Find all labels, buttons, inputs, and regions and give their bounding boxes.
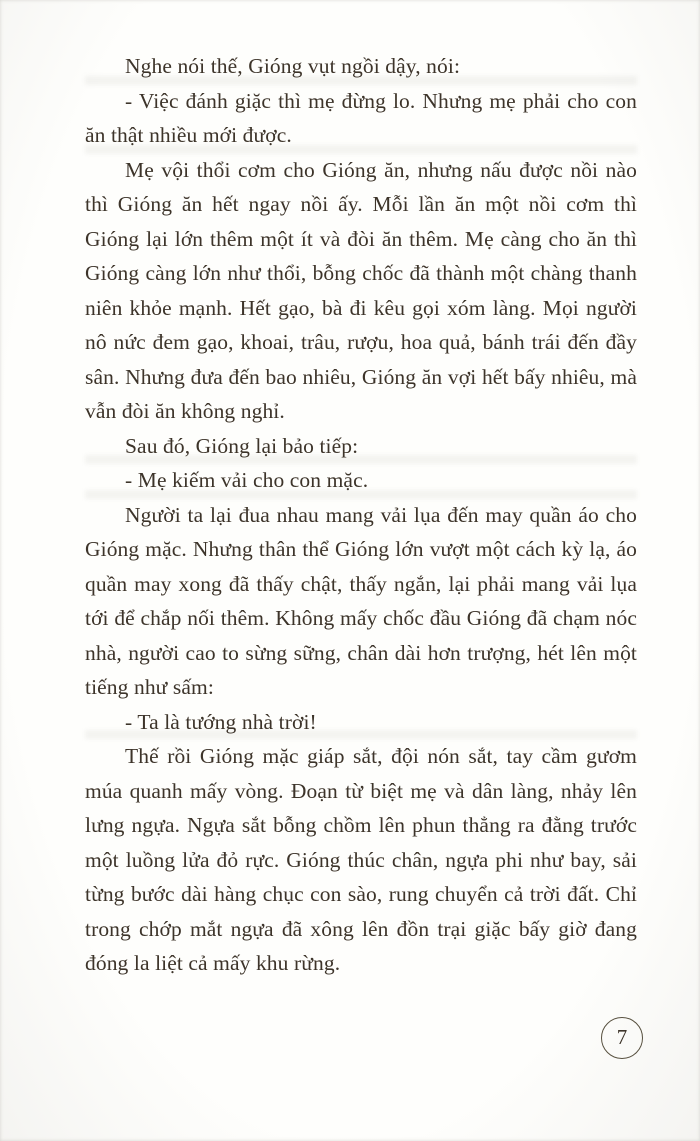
paragraph: - Ta là tướng nhà trời!: [125, 709, 317, 734]
paragraph: Mẹ vội thổi cơm cho Gióng ăn, nhưng nấu được nồi nào thì Gióng ăn hết ngay nồi ấy. Mỗi lần ăn một nồi cơm thì Gióng lại lớn thêm một ít và đòi ăn thêm. Mẹ càng cho ăn thì Gióng càng lớn như thổi, bỗng chốc đã thành một chàng thanh niên khỏe mạnh. Hết gạo, bà đi kêu gọi xóm làng. Mọi người nô nức đem gạo, khoai, trâu, rượu, hoa quả, bánh trái đến đầy sân. Nhưng đưa đến bao nhiêu, Gióng ăn vợi hết bấy nhiêu, mà vẫn đòi ăn không nghỉ.: [85, 157, 637, 423]
paragraph: Nghe nói thế, Gióng vụt ngồi dậy, nói:: [125, 54, 461, 78]
paragraph: Sau đó, Gióng lại bảo tiếp:: [125, 433, 359, 458]
paragraph: - Việc đánh giặc thì mẹ đừng lo. Nhưng mẹ phải cho con ăn thật nhiều mới được.: [85, 88, 637, 147]
page-number: 7: [616, 1024, 628, 1049]
page-number-badge: [601, 1017, 643, 1059]
paragraph: Thế rồi Gióng mặc giáp sắt, đội nón sắt, tay cầm gươm múa quanh mấy vòng. Đoạn từ biệt mẹ và dân làng, nhảy lên lưng ngựa. Ngựa sắt bỗng chồm lên phun thẳng ra đằng trước một luồng lửa đỏ rực. Gióng thúc chân, ngựa phi như bay, sải từng bước dài hàng chục con sào, rung chuyển cả trời đất. Chỉ trong chớp mắt ngựa đã xông lên đồn trại giặc bấy giờ đang đóng la liệt cả mấy khu rừng.: [85, 744, 637, 975]
page-text: [85, 49, 637, 981]
paragraph: - Mẹ kiếm vải cho con mặc.: [125, 468, 369, 492]
paragraph: Người ta lại đua nhau mang vải lụa đến may quần áo cho Gióng mặc. Nhưng thân thể Gióng lớn vượt một cách kỳ lạ, áo quần may xong đã thấy chật, thấy ngắn, lại phải mang vải lụa tới để chắp nối thêm. Không mấy chốc đầu Gióng đã chạm nóc nhà, người cao to sừng sững, chân dài hơn trượng, hét lên một tiếng như sấm:: [85, 502, 637, 699]
